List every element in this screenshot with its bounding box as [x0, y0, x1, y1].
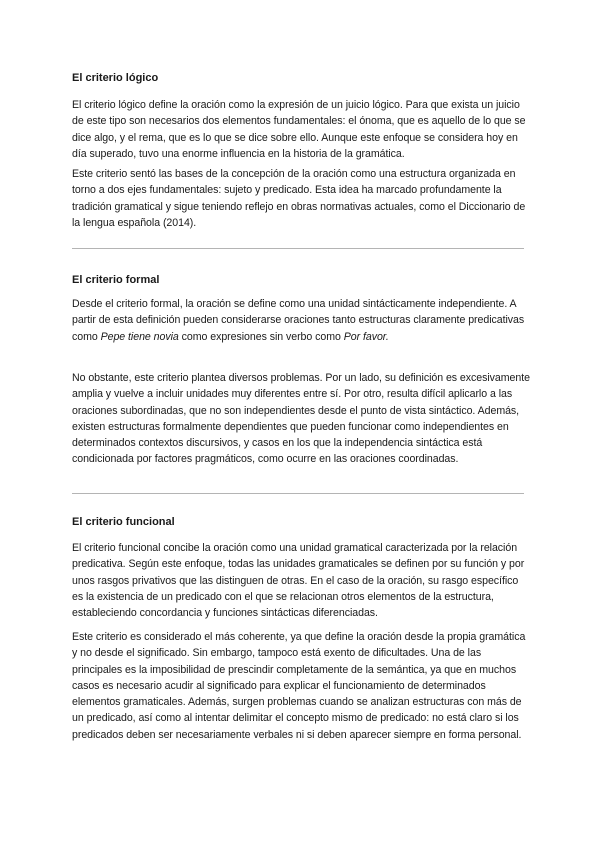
- paragraph-formal-2: No obstante, este criterio plantea diversos problemas. Por un lado, su definición es excesivamente amplia y vuelve a incluir unidades muy diferentes entre sí. Por otro, resulta difícil aplicarlo a las oraciones subordinadas, que no son independientes desde el punto de vista sintáctico. Además, existen estructuras formalmente dependientes que pueden funcionar como independientes en determinados contextos discursivos, y casos en los que la independencia sintáctica está condicionada por factores pragmáticos, como ocurre en las oraciones coordinadas.: [72, 372, 530, 466]
- paragraph-formal-1-text-b: como expresiones sin verbo como: [178, 330, 344, 343]
- section-divider: [72, 493, 524, 494]
- section-divider: [72, 248, 524, 249]
- paragraph-formal-1: [72, 296, 532, 345]
- paragraph-funcional-2-block: [72, 629, 532, 743]
- paragraph-funcional-1: El criterio funcional concibe la oración como una unidad gramatical caracterizada por la relación predicativa. Según este enfoque, todas las unidades gramaticales se definen por su función y por unos rasgos privativos que las distinguen de otras. En el caso de la oración, su rasgo específico es la existencia de un predicado con el que se relacionan otros elementos de la estructura, estableciendo concordancia y funciones sintácticas diferenciadas.: [72, 542, 525, 620]
- section-formal: [72, 272, 532, 288]
- section-title-funcional: El criterio funcional: [72, 516, 175, 528]
- paragraph-logico-2: Este criterio sentó las bases de la concepción de la oración como una estructura organizada en torno a dos ejes fundamentales: sujeto y predicado. Esta idea ha marcado profundamente la tradición gramatical y sigue teniendo reflejo en obras normativas actuales, como el Diccionario de la lengua española (2014).: [72, 168, 526, 229]
- paragraph-formal-1-text-a: Desde el criterio formal, la oración se define como una unidad sintácticamente independiente. A partir de esta definición pueden considerarse oraciones tanto estructuras claramente predicativas como: [72, 298, 525, 343]
- paragraph-funcional-1-block: [72, 540, 532, 621]
- paragraph-logico-2-block: [72, 166, 532, 231]
- section-title-formal: El criterio formal: [72, 274, 160, 286]
- paragraph-formal-2-block: [72, 370, 532, 468]
- example-pepe-tiene-novia: Pepe tiene novia: [100, 330, 179, 343]
- example-por-favor: Por favor.: [343, 330, 389, 343]
- paragraph-logico-1: El criterio lógico define la oración como la expresión de un juicio lógico. Para que exista un juicio de este tipo son necesarios dos elementos fundamentales: el ónoma, que es aquello de lo que se dice algo, y el rema, que es lo que se dice sobre ello. Aunque este enfoque se considera hoy en día superado, tuvo una enorme influencia en la historia de la gramática.: [72, 99, 526, 160]
- section-logico: [72, 70, 532, 86]
- paragraph-logico-1-block: [72, 97, 532, 162]
- paragraph-formal-1-block: [72, 296, 532, 345]
- section-funcional: [72, 514, 532, 530]
- section-title-logico: El criterio lógico: [72, 72, 159, 84]
- paragraph-funcional-2: Este criterio es considerado el más coherente, ya que define la oración desde la propia gramática y no desde el significado. Sin embargo, tampoco está exento de dificultades. Una de las principales es la imposibilidad de prescindir completamente de la semántica, ya que en muchos casos es necesario acudir al significado para explicar el funcionamiento de determinados elementos gramaticales. Además, surgen problemas cuando se analizan estructuras con más de un predicado, así como al intentar delimitar el concepto mismo de predicado: no está claro si los predicados deben ser necesariamente verbales ni si deben aparecer siempre en forma personal.: [72, 631, 526, 741]
